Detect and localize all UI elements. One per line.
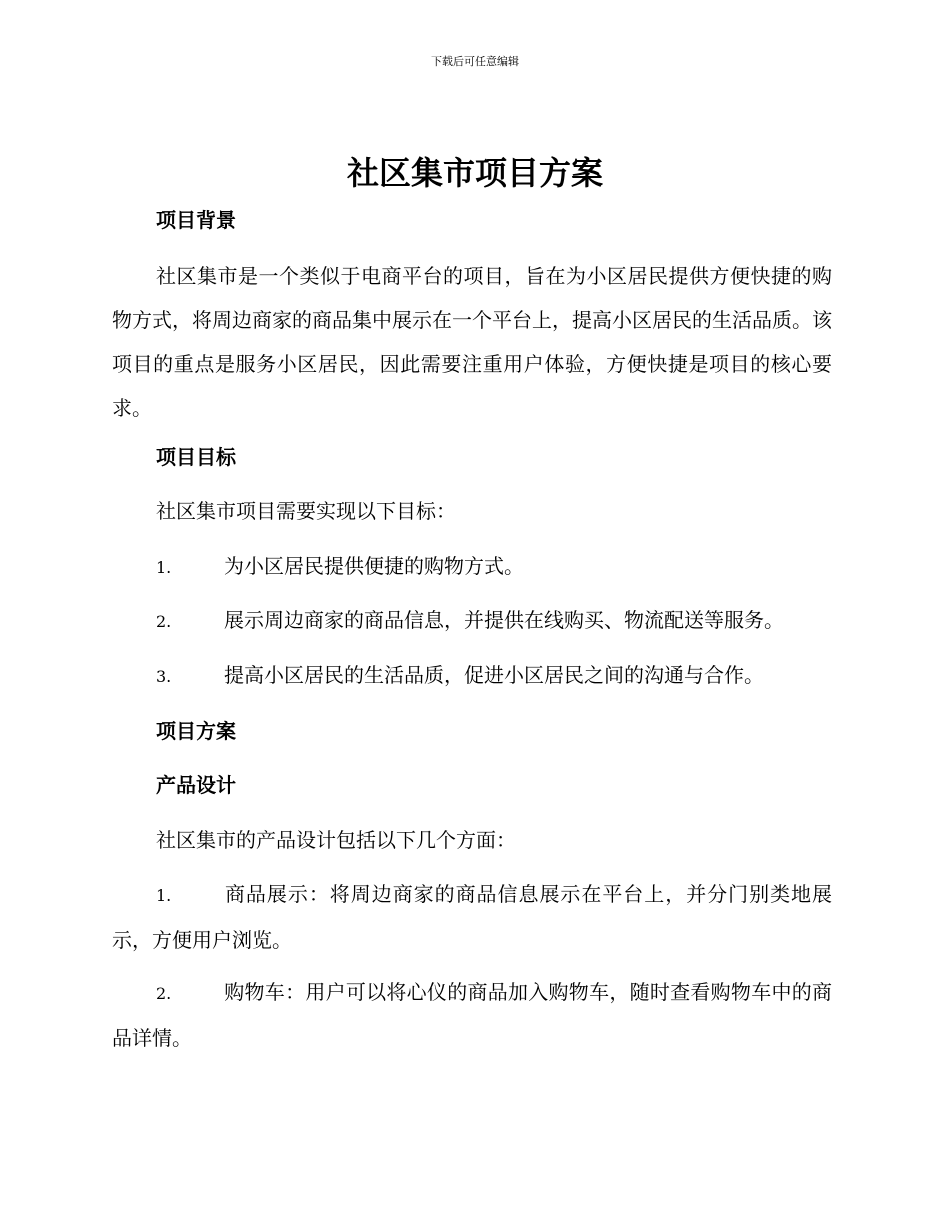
list-item-text: 商品展示：将周边商家的商品信息展示在平台上，并分门别类地展示，方便用户浏览。 — [112, 882, 832, 952]
list-item-number: 2. — [156, 984, 172, 1003]
section-heading-background: 项目背景 — [156, 208, 236, 232]
list-item-text: 购物车：用户可以将心仪的商品加入购物车，随时查看购物车中的商品详情。 — [112, 980, 832, 1050]
design-intro: 社区集市的产品设计包括以下几个方面： — [156, 828, 516, 852]
list-item-number: 2. — [156, 612, 172, 631]
background-paragraph: 社区集市是一个类似于电商平台的项目，旨在为小区居民提供方便快捷的购物方式，将周边商家的商品集中展示在一个平台上，提高小区居民的生活品质。该项目的重点是服务小区居民，因此需要注重用户体验，方便快捷是项目的核心要求。 — [112, 264, 832, 420]
list-item — [112, 653, 832, 699]
list-item — [112, 544, 832, 590]
goals-intro: 社区集市项目需要实现以下目标： — [156, 499, 456, 523]
list-item-text: 展示周边商家的商品信息，并提供在线购买、物流配送等服务。 — [224, 608, 784, 632]
list-item-text: 提高小区居民的生活品质，促进小区居民之间的沟通与合作。 — [224, 663, 764, 687]
list-item — [112, 872, 832, 962]
list-item — [112, 598, 832, 644]
section-heading-goals: 项目目标 — [156, 445, 236, 469]
document-title: 社区集市项目方案 — [346, 154, 603, 192]
page-header-note: 下载后可任意编辑 — [431, 55, 519, 68]
list-item-number: 1. — [156, 886, 172, 905]
section-heading-design: 产品设计 — [156, 773, 236, 797]
list-item-text: 为小区居民提供便捷的购物方式。 — [224, 554, 524, 578]
list-item-number: 3. — [156, 667, 172, 686]
list-item — [112, 970, 832, 1060]
section-heading-plan: 项目方案 — [156, 719, 236, 743]
list-item-number: 1. — [156, 558, 172, 577]
